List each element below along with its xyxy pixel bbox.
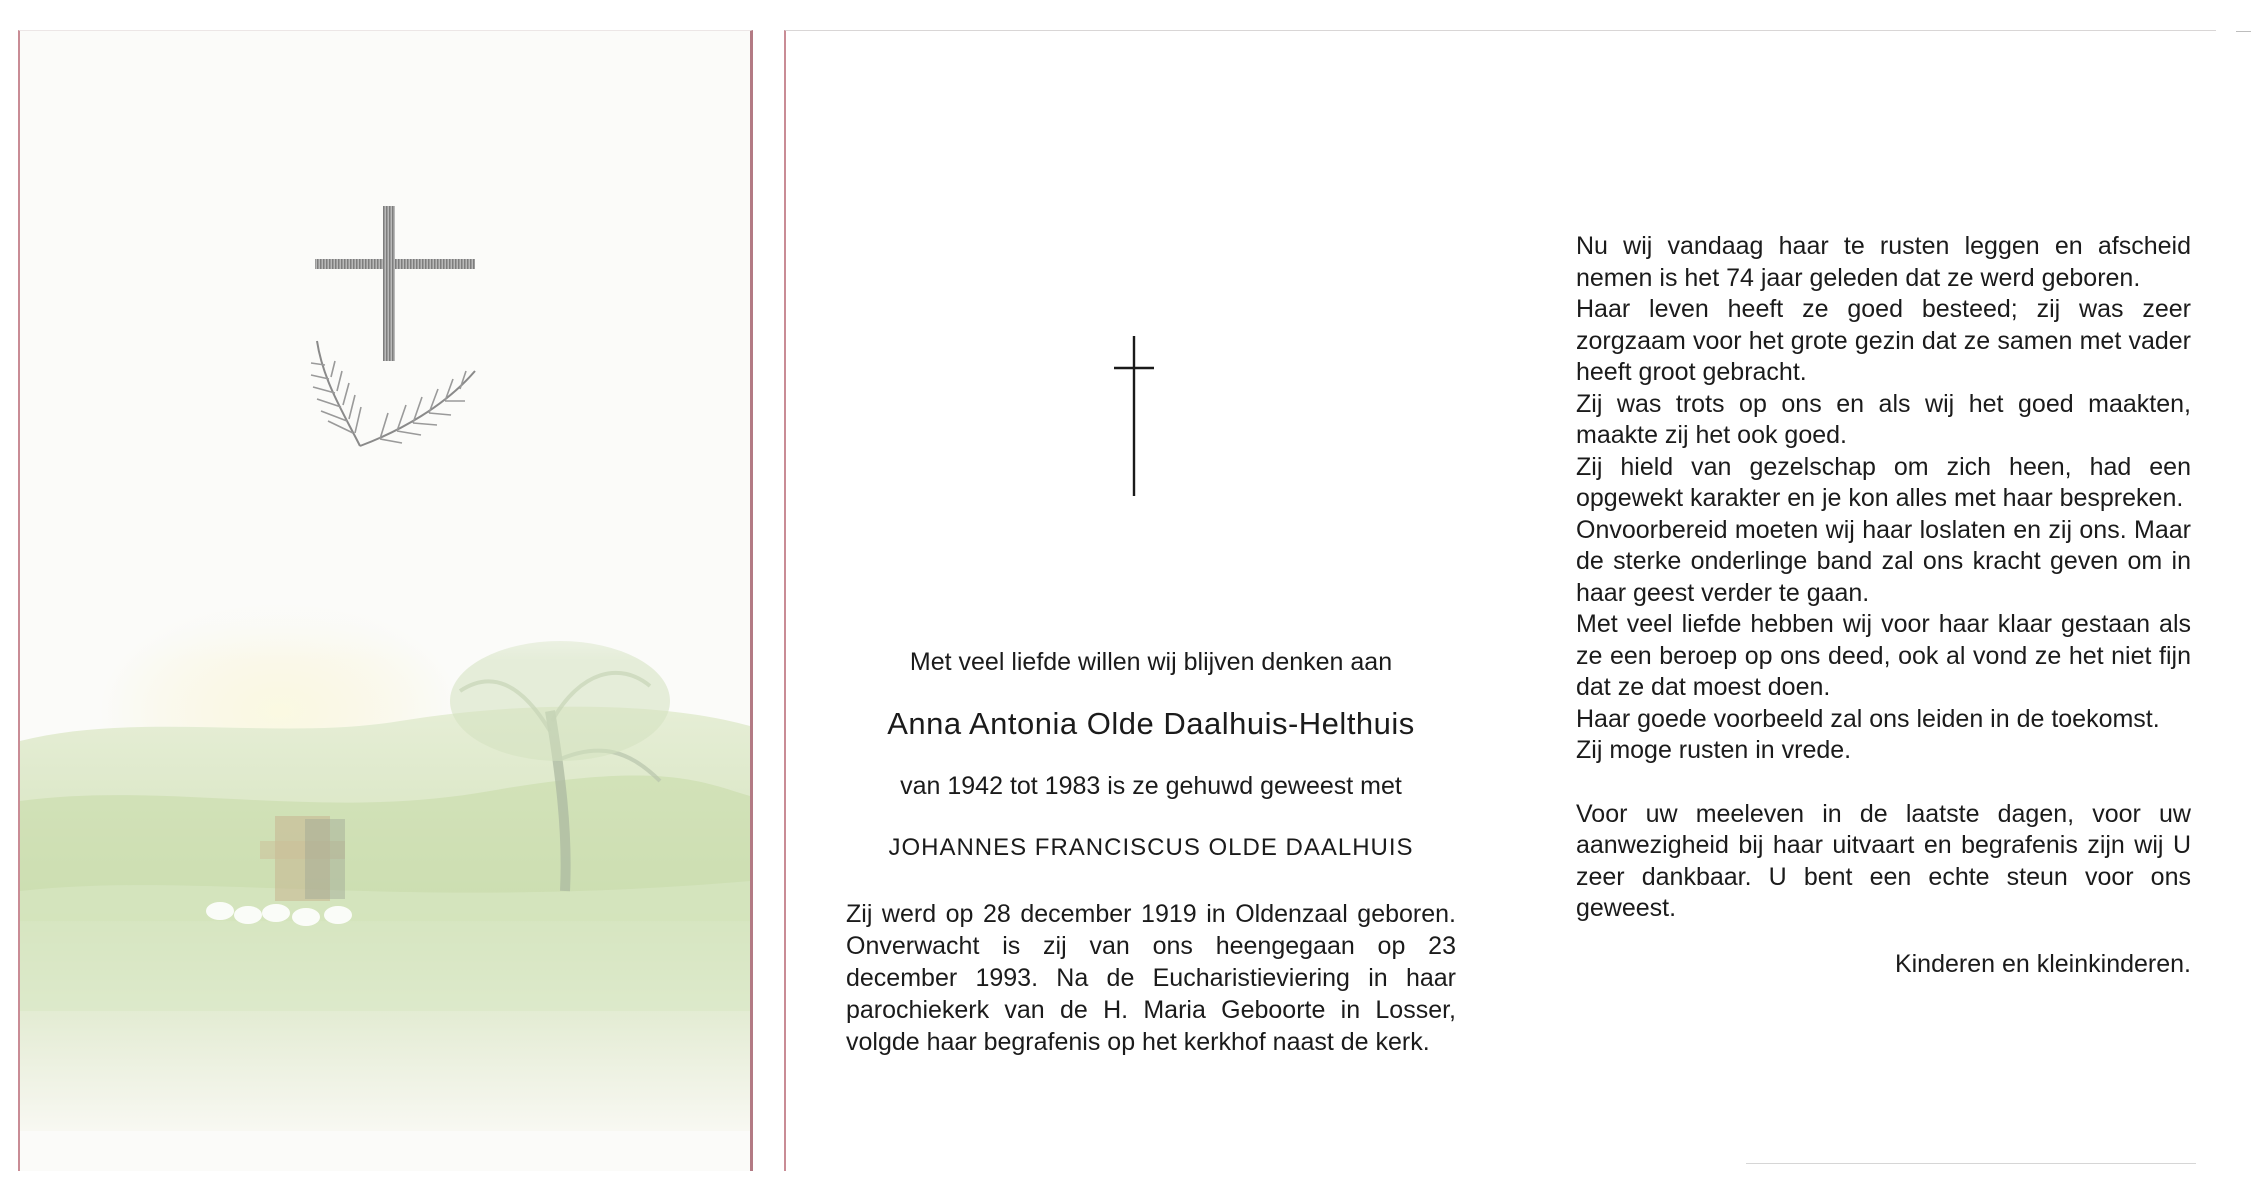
thanks-paragraph: Voor uw meeleven in de laatste dagen, voor uw aanwezigheid bij haar uitvaart en begrafenis zijn wij U zeer dankbaar. U bent een echte steun voor ons geweest. — [1576, 799, 2191, 922]
cover-panel — [18, 30, 753, 1171]
text-panel — [784, 30, 2216, 1171]
remembrance-column — [1576, 231, 2191, 980]
cross-with-palm-branches-icon — [305, 201, 485, 461]
remembrance-paragraph: Met veel liefde hebben wij voor haar klaar gestaan als ze een beroep op ons deed, ook al vond ze het niet fijn dat ze dat moest doen. — [1576, 610, 2191, 701]
remembrance-paragraph: Zij was trots op ons en als wij het goed maakten, maakte zij het ook goed. — [1576, 389, 2191, 449]
top-divider — [2236, 31, 2251, 32]
remembrance-paragraph: Zij hield van gezelschap om zich heen, had een opgewekt karakter en je kon alles met haar bespreken. — [1576, 452, 2191, 512]
latin-cross-icon — [1114, 336, 1154, 496]
remembrance-paragraph: Haar goede voorbeeld zal ons leiden in de toekomst. — [1576, 704, 2160, 733]
remembrance-paragraph: Nu wij vandaag haar te rusten leggen en afscheid nemen is het 74 jaar geleden dat ze werd geboren. — [1576, 232, 2191, 292]
intro-line: Met veel liefde willen wij blijven denken aan — [909, 648, 1393, 676]
remembrance-paragraph: Onvoorbereid moeten wij haar loslaten en zij ons. Maar de sterke onderlinge band zal ons kracht geven om in haar geest verder te gaan. — [1576, 515, 2191, 607]
bottom-divider — [1746, 1163, 2196, 1164]
pastel-landscape-illustration — [20, 591, 750, 1131]
deceased-name: Anna Antonia Olde Daalhuis-Helthuis — [887, 706, 1415, 741]
remembrance-paragraph: Haar leven heeft ze goed besteed; zij was zeer zorgzaam voor het grote gezin dat ze samen met vader heeft groot gebracht. — [1576, 295, 2191, 386]
biography-text: Zij werd op 28 december 1919 in Oldenzaal geboren. Onverwacht is zij van ons heengegaan op 23 december 1993. Na de Eucharistieviering in haar parochiekerk van de H. Maria Geboorte in Losser, volgde haar begrafenis op het kerkhof naast de kerk. — [846, 900, 1456, 1056]
remembrance-paragraph: Zij moge rusten in vrede. — [1576, 736, 1852, 764]
spouse-name: JOHANNES FRANCISCUS OLDE DAALHUIS — [888, 834, 1414, 861]
marriage-line: van 1942 tot 1983 is ze gehuwd geweest met — [900, 772, 1402, 800]
obituary-column — [846, 646, 1456, 1058]
signoff: Kinderen en kleinkinderen. — [1894, 949, 2191, 978]
